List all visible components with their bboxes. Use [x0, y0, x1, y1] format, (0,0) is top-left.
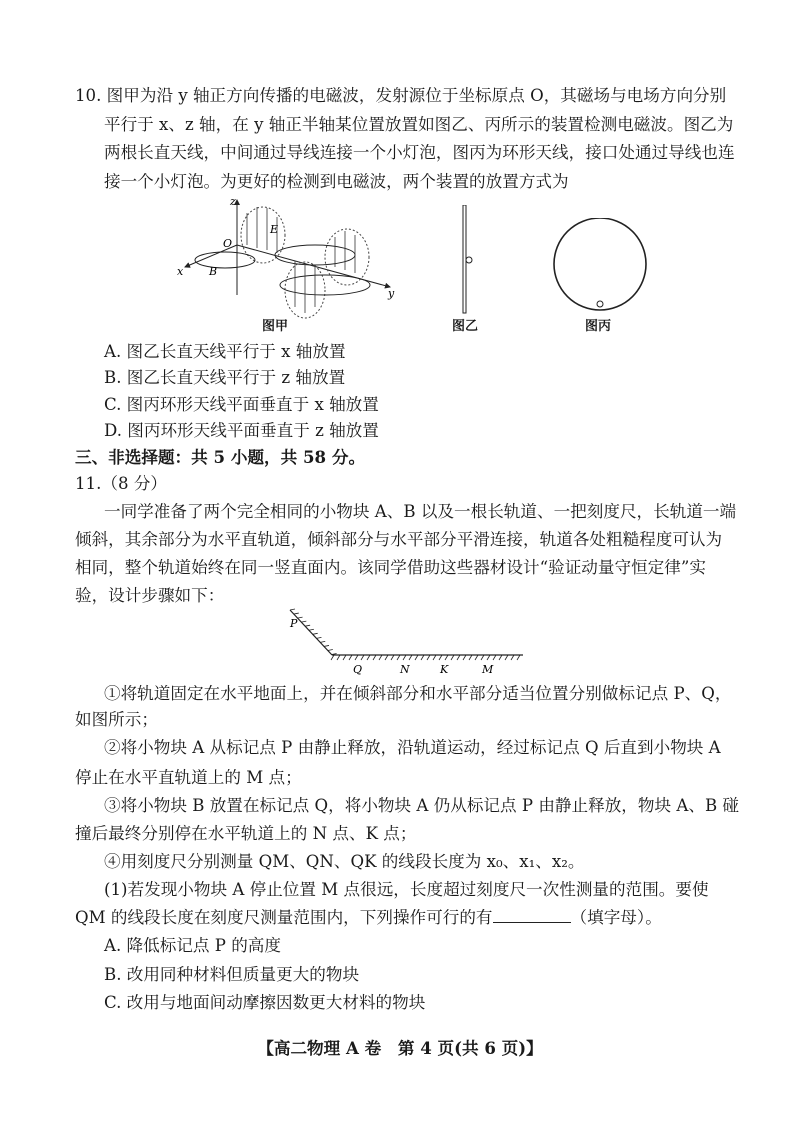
hatch-mark	[290, 609, 295, 610]
straight-antenna-figure	[458, 205, 478, 315]
hatch-mark	[457, 655, 460, 660]
loop-antenna-figure	[550, 218, 650, 318]
q11-option-a: A. 降低标记点 P 的高度	[104, 936, 281, 955]
svg-text:y: y	[388, 287, 395, 300]
q11-sub1-text: QM 的线段长度在刻度尺测量范围内，下列操作可行的有	[75, 908, 493, 927]
section-heading: 三、非选择题：共 5 小题，共 58 分。	[75, 447, 366, 467]
hatch-mark	[391, 655, 394, 660]
hatch-mark	[349, 655, 352, 660]
hatch-mark	[433, 655, 436, 660]
svg-text:z: z	[230, 195, 236, 208]
hatch-mark	[361, 655, 364, 660]
hatch-mark	[445, 655, 448, 660]
hatch-mark	[337, 655, 340, 660]
hatch-mark	[355, 655, 358, 660]
hatch-mark	[505, 655, 508, 660]
q11-step-1: ①将轨道固定在水平地面上，并在倾斜部分和水平部分适当位置分别做标记点 P、Q，	[104, 684, 732, 703]
hatch-mark	[313, 633, 318, 634]
figure-bing-caption: 图丙	[585, 319, 612, 334]
q11-step-3: ③将小物块 B 放置在标记点 Q，将小物块 A 仍从标记点 P 由静止释放，物块 A、B 碰	[104, 796, 740, 815]
svg-text:K: K	[440, 663, 449, 676]
hatch-mark	[439, 655, 442, 660]
q11-intro-2: 倾斜，其余部分为水平直轨道，倾斜部分与水平部分平滑连接，轨道各处粗糙程度可认为	[75, 530, 723, 549]
q11-option-b: B. 改用同种材料但质量更大的物块	[104, 965, 360, 984]
hatch-mark	[385, 655, 388, 660]
hatch-mark	[517, 655, 520, 660]
hatch-mark	[427, 655, 430, 660]
q11-step-2: ②将小物块 A 从标记点 P 由静止释放，沿轨道运动，经过标记点 Q 后直到小物块 A	[104, 738, 721, 757]
answer-blank[interactable]	[493, 908, 571, 923]
hatch-mark	[493, 655, 496, 660]
svg-text:P: P	[290, 617, 298, 630]
q11-step-3b: 撞后最终分别停在水平轨道上的 N 点、K 点；	[75, 824, 417, 843]
hatch-mark	[469, 655, 472, 660]
q11-step-4: ④用刻度尺分别测量 QM、QN、QK 的线段长度为 x₀、x₁、x₂。	[104, 852, 585, 871]
hatch-mark	[309, 629, 314, 630]
q11-sub1-suffix: （填字母）。	[570, 908, 662, 927]
hatch-mark	[298, 617, 303, 618]
hatch-mark	[511, 655, 514, 660]
hatch-mark	[305, 625, 310, 626]
hatch-mark	[403, 655, 406, 660]
hatch-mark	[415, 655, 418, 660]
hatch-mark	[331, 655, 334, 660]
hatch-mark	[487, 655, 490, 660]
hatch-mark	[463, 655, 466, 660]
q10-line-2: 平行于 x、z 轴，在 y 轴正半轴某位置放置如图乙、丙所示的装置检测电磁波。图乙为	[104, 115, 734, 134]
svg-text:B: B	[209, 265, 218, 278]
q11-sub1-line2	[75, 908, 662, 928]
figure-yi-caption: 图乙	[452, 319, 479, 334]
hatch-mark	[409, 655, 412, 660]
q10-option-b: B. 图乙长直天线平行于 z 轴放置	[104, 368, 346, 387]
q11-intro-4: 验，设计步骤如下：	[75, 586, 225, 605]
hatch-mark	[320, 641, 325, 642]
hatch-mark	[451, 655, 454, 660]
q10-line-1: 10. 图甲为沿 y 轴正方向传播的电磁波，发射源位于坐标原点 O，其磁场与电场方向分别	[75, 86, 727, 105]
hatch-mark	[367, 655, 370, 660]
hatch-mark	[475, 655, 478, 660]
hatch-mark	[481, 655, 484, 660]
q10-line-3: 两根长直天线，中间通过导线连接一个小灯泡，图丙为环形天线，接口处通过导线也连	[104, 143, 735, 162]
svg-text:x: x	[177, 265, 184, 278]
hatch-mark	[301, 621, 306, 622]
page-footer: 【高二物理 A 卷 第 4 页(共 6 页)】	[257, 1038, 543, 1058]
q10-option-d: D. 图丙环形天线平面垂直于 z 轴放置	[104, 421, 379, 440]
hatch-mark	[316, 637, 321, 638]
svg-text:E: E	[270, 223, 279, 236]
svg-text:M: M	[482, 663, 494, 676]
hatch-mark	[343, 655, 346, 660]
hatch-mark	[421, 655, 424, 660]
q11-intro-3: 相同，整个轨道始终在同一竖直面内。该同学借助这些器材设计“验证动量守恒定律”实	[75, 558, 706, 577]
q11-sub1-line1: (1)若发现小物块 A 停止位置 M 点很远，长度超过刻度尺一次性测量的范围。要使	[104, 880, 709, 899]
q10-line-4: 接一个小灯泡。为更好的检测到电磁波，两个装置的放置方式为	[104, 172, 569, 191]
hatch-mark	[499, 655, 502, 660]
hatch-mark	[328, 650, 333, 651]
hatch-mark	[373, 655, 376, 660]
hatch-mark	[397, 655, 400, 660]
q10-option-a: A. 图乙长直天线平行于 x 轴放置	[104, 342, 346, 361]
svg-text:N: N	[400, 663, 410, 676]
hatch-mark	[324, 645, 329, 646]
em-wave-figure	[175, 195, 400, 325]
svg-text:Q: Q	[353, 663, 363, 676]
svg-text:O: O	[223, 237, 233, 250]
q11-option-c: C. 改用与地面间动摩擦因数更大材料的物块	[104, 993, 426, 1012]
figure-jia-caption: 图甲	[262, 319, 289, 334]
q11-step-1b: 如图所示；	[75, 710, 158, 729]
q10-option-c: C. 图丙环形天线平面垂直于 x 轴放置	[104, 395, 379, 414]
q11-intro-1: 一同学准备了两个完全相同的小物块 A、B 以及一根长轨道、一把刻度尺，长轨道一端	[104, 502, 737, 521]
hatch-mark	[294, 613, 299, 614]
track-figure	[280, 605, 540, 680]
hatch-mark	[332, 654, 337, 655]
q11-header: 11.（8 分）	[75, 474, 168, 493]
hatch-mark	[379, 655, 382, 660]
q11-step-2b: 停止在水平直轨道上的 M 点；	[75, 768, 302, 787]
